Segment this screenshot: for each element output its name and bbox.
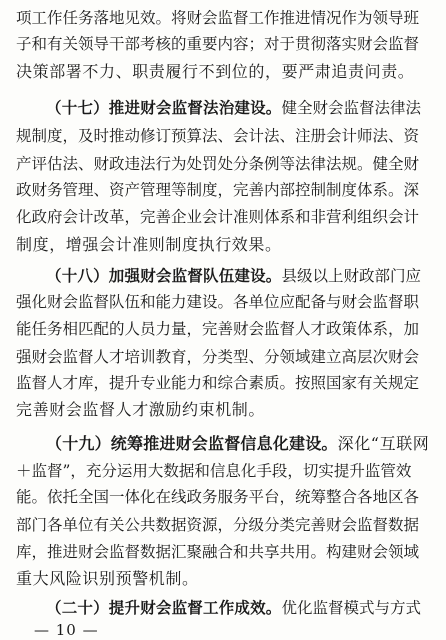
- section-19-line: （十九）统筹推进财会监督信息化建设。深化“互联网: [46, 434, 430, 453]
- section-heading: （十八）加强财会监督队伍建设。: [46, 267, 282, 285]
- body-line: 监督人才库，提升专业能力和综合素质。按照国家有关规定: [16, 374, 420, 392]
- body-line: 重大风险识别预警机制。: [16, 569, 199, 588]
- body-line: ＋监督”，充分运用大数据和信息化手段，切实提升监管效: [16, 462, 412, 480]
- body-line: 决策部署不力、职责履行不到位的，要严肃追责问责。: [16, 62, 415, 81]
- body-line: 能。依托全国一体化在线政务服务平台，统筹整合各地区各: [16, 488, 420, 506]
- section-20-line: （二十）提升财会监督工作成效。优化监督模式与方式: [46, 599, 422, 617]
- body-line: 子和有关领导干部考核的重要内容；对于贯彻落实财会监督: [16, 35, 420, 53]
- section-heading: （十七）推进财会监督法治建设。: [46, 99, 282, 117]
- body-line: 强财会监督人才培训教育，分类型、分领域建立高层次财会: [16, 348, 420, 366]
- body-line: 能任务相匹配的人员力量，完善财会监督人才政策体系，加: [16, 320, 420, 338]
- body-line: 规制度，及时推动修订预算法、会计法、注册会计师法、资: [16, 127, 420, 145]
- body-line: 政财务管理、资产管理等制度，完善内部控制制度体系。深: [16, 181, 420, 199]
- body-line: 部门各单位有关公共数据资源，分级分类完善财会监督数据: [16, 516, 420, 534]
- section-heading: （十九）统筹推进财会监督信息化建设。: [46, 434, 338, 453]
- body-line: 完善财会监督人才激励约束机制。: [16, 400, 266, 419]
- body-line: 项工作任务落地见效。将财会监督工作推进情况作为领导班: [16, 9, 420, 27]
- page-number: — 10 —: [34, 621, 99, 639]
- section-17-line: （十七）推进财会监督法治建设。健全财会监督法律法: [46, 99, 422, 117]
- body-line: 化政府会计改革，完善企业会计准则体系和非营利组织会计: [16, 208, 420, 226]
- body-line: 库，推进财会监督数据汇聚融合和共享共用。构建财会领域: [16, 543, 420, 561]
- body-line: 强化财会监督队伍和能力建设。各单位应配备与财会监督职: [16, 293, 420, 311]
- section-heading: （二十）提升财会监督工作成效。: [46, 599, 282, 617]
- section-18-line: （十八）加强财会监督队伍建设。县级以上财政部门应: [46, 267, 422, 285]
- body-line: 制度，增强会计准则制度执行效果。: [16, 235, 282, 254]
- body-line: 产评估法、财政违法行为处罚处分条例等法律法规。健全财: [16, 155, 420, 173]
